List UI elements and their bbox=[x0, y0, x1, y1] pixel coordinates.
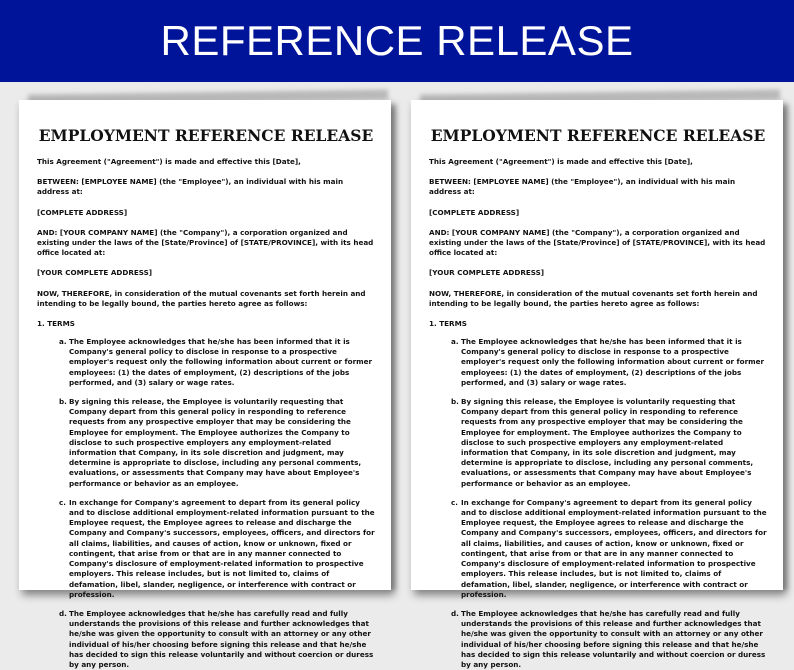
item-text: The Employee acknowledges that he/she has carefully read and fully understands the provisions of this release and further acknowledges that he/she was given the opportunity to consult with an attorney or any other individual of his/her choosing before signing this release and that he/she has decided to sign this release voluntarily and without coercion or duress by any person. bbox=[69, 608, 374, 669]
item-text: The Employee acknowledges that he/she has been informed that it is Company's general policy to disclose in response to a prospective employer's request only the following information about current or former employees: (1) the dates of employment, (2) descriptions of the jobs performed, and (3) salary or wage rates. bbox=[461, 337, 765, 387]
item-text: In exchange for Company's agreement to depart from its general policy and to disclose additional employment-related information pursuant to the Employee request, the Employee agrees to release and discharge the Company and Company's successors, employees, officers, and directors for all claims, liabilities, and causes of action, know or unknown, fixed or contingent, that arise from or that are in any manner connected to Company's disclosure of employment-related information to prospective employers. This release includes, but is not limited to, claims of defamation, libel, slander, negligence, or interference with contract or profession. bbox=[461, 497, 767, 599]
item-text: By signing this release, the Employee is voluntarily requesting that Company depart from this general policy in responding to reference requests from any prospective employer that may be considering the Employee for employment. The Employee authorizes the Company to disclose to such prospective employers any employment-related information that Company, in its sole discretion and judgment, may determine is appropriate to disclose, including any personal comments, evaluations, or assessments that Company may have about Employee's performance or behavior as an employee. bbox=[69, 397, 362, 488]
now-therefore-paragraph: NOW, THEREFORE, in consideration of the mutual covenants set forth herein and intending to be legally bound, the parties hereto agree as follows: bbox=[429, 288, 758, 308]
company-address: [YOUR COMPLETE ADDRESS] bbox=[429, 268, 545, 278]
list-item bbox=[429, 397, 767, 489]
item-text: By signing this release, the Employee is voluntarily requesting that Company depart from this general policy in responding to reference requests from any prospective employer that may be considering the Employee for employment. The Employee authorizes the Company to disclose to such prospective employers any employment-related information that Company, in its sole discretion and judgment, may determine is appropriate to disclose, including any personal comments, evaluations, or assessments that Company may have about Employee's performance or behavior as an employee. bbox=[461, 397, 754, 488]
now-therefore-paragraph: NOW, THEREFORE, in consideration of the mutual covenants set forth herein and intending to be legally bound, the parties hereto agree as follows: bbox=[37, 288, 366, 308]
item-text: The Employee acknowledges that he/she has been informed that it is Company's general policy to disclose in response to a prospective employer's request only the following information about current or former employees: (1) the dates of employment, (2) descriptions of the jobs performed, and (3) salary or wage rates. bbox=[69, 337, 373, 387]
item-label: d. bbox=[59, 608, 67, 618]
and-paragraph: AND: [YOUR COMPANY NAME] (the "Company"), a corporation organized and existing under the laws of the [State/Province] of [STATE/PROVINCE], with its head office located at: bbox=[429, 227, 766, 258]
item-label: c. bbox=[451, 497, 458, 507]
banner-title: REFERENCE RELEASE bbox=[160, 17, 634, 64]
header-banner bbox=[0, 0, 794, 82]
list-item bbox=[37, 498, 375, 600]
and-paragraph: AND: [YOUR COMPANY NAME] (the "Company"), a corporation organized and existing under the laws of the [State/Province] of [STATE/PROVINCE], with its head office located at: bbox=[37, 227, 374, 258]
list-item bbox=[429, 609, 767, 670]
section-title: 1. TERMS bbox=[429, 319, 467, 329]
document-page-left bbox=[19, 100, 391, 669]
item-label: b. bbox=[451, 397, 459, 407]
employee-address: [COMPLETE ADDRESS] bbox=[37, 207, 128, 217]
employee-address: [COMPLETE ADDRESS] bbox=[429, 207, 520, 217]
between-paragraph: BETWEEN: [EMPLOYEE NAME] (the "Employee"), an individual with his main address at: bbox=[429, 177, 736, 197]
document-page-right bbox=[411, 100, 783, 669]
between-paragraph: BETWEEN: [EMPLOYEE NAME] (the "Employee"), an individual with his main address at: bbox=[37, 177, 344, 197]
intro-paragraph: This Agreement ("Agreement") is made and effective this [Date], bbox=[429, 157, 693, 166]
intro-paragraph: This Agreement ("Agreement") is made and effective this [Date], bbox=[37, 157, 301, 166]
item-label: c. bbox=[59, 497, 66, 507]
item-text: In exchange for Company's agreement to depart from its general policy and to disclose additional employment-related information pursuant to the Employee request, the Employee agrees to release and discharge the Company and Company's successors, employees, officers, and directors for all claims, liabilities, and causes of action, know or unknown, fixed or contingent, that arise from or that are in any manner connected to Company's disclosure of employment-related information to prospective employers. This release includes, but is not limited to, claims of defamation, libel, slander, negligence, or interference with contract or profession. bbox=[69, 497, 375, 599]
company-address: [YOUR COMPLETE ADDRESS] bbox=[37, 268, 153, 278]
item-label: d. bbox=[451, 608, 459, 618]
document-title: EMPLOYMENT REFERENCE RELEASE bbox=[430, 126, 766, 145]
document-title: EMPLOYMENT REFERENCE RELEASE bbox=[38, 126, 374, 145]
list-item bbox=[37, 337, 375, 388]
item-text: The Employee acknowledges that he/she has carefully read and fully understands the provisions of this release and further acknowledges that he/she was given the opportunity to consult with an attorney or any other individual of his/her choosing before signing this release and that he/she has decided to sign this release voluntarily and without coercion or duress by any person. bbox=[461, 608, 766, 669]
item-label: b. bbox=[59, 397, 67, 407]
item-label: a. bbox=[59, 337, 67, 347]
list-item bbox=[429, 498, 767, 600]
item-label: a. bbox=[451, 337, 459, 347]
list-item bbox=[37, 609, 375, 670]
list-item bbox=[37, 397, 375, 489]
section-title: 1. TERMS bbox=[37, 319, 75, 329]
list-item bbox=[429, 337, 767, 388]
